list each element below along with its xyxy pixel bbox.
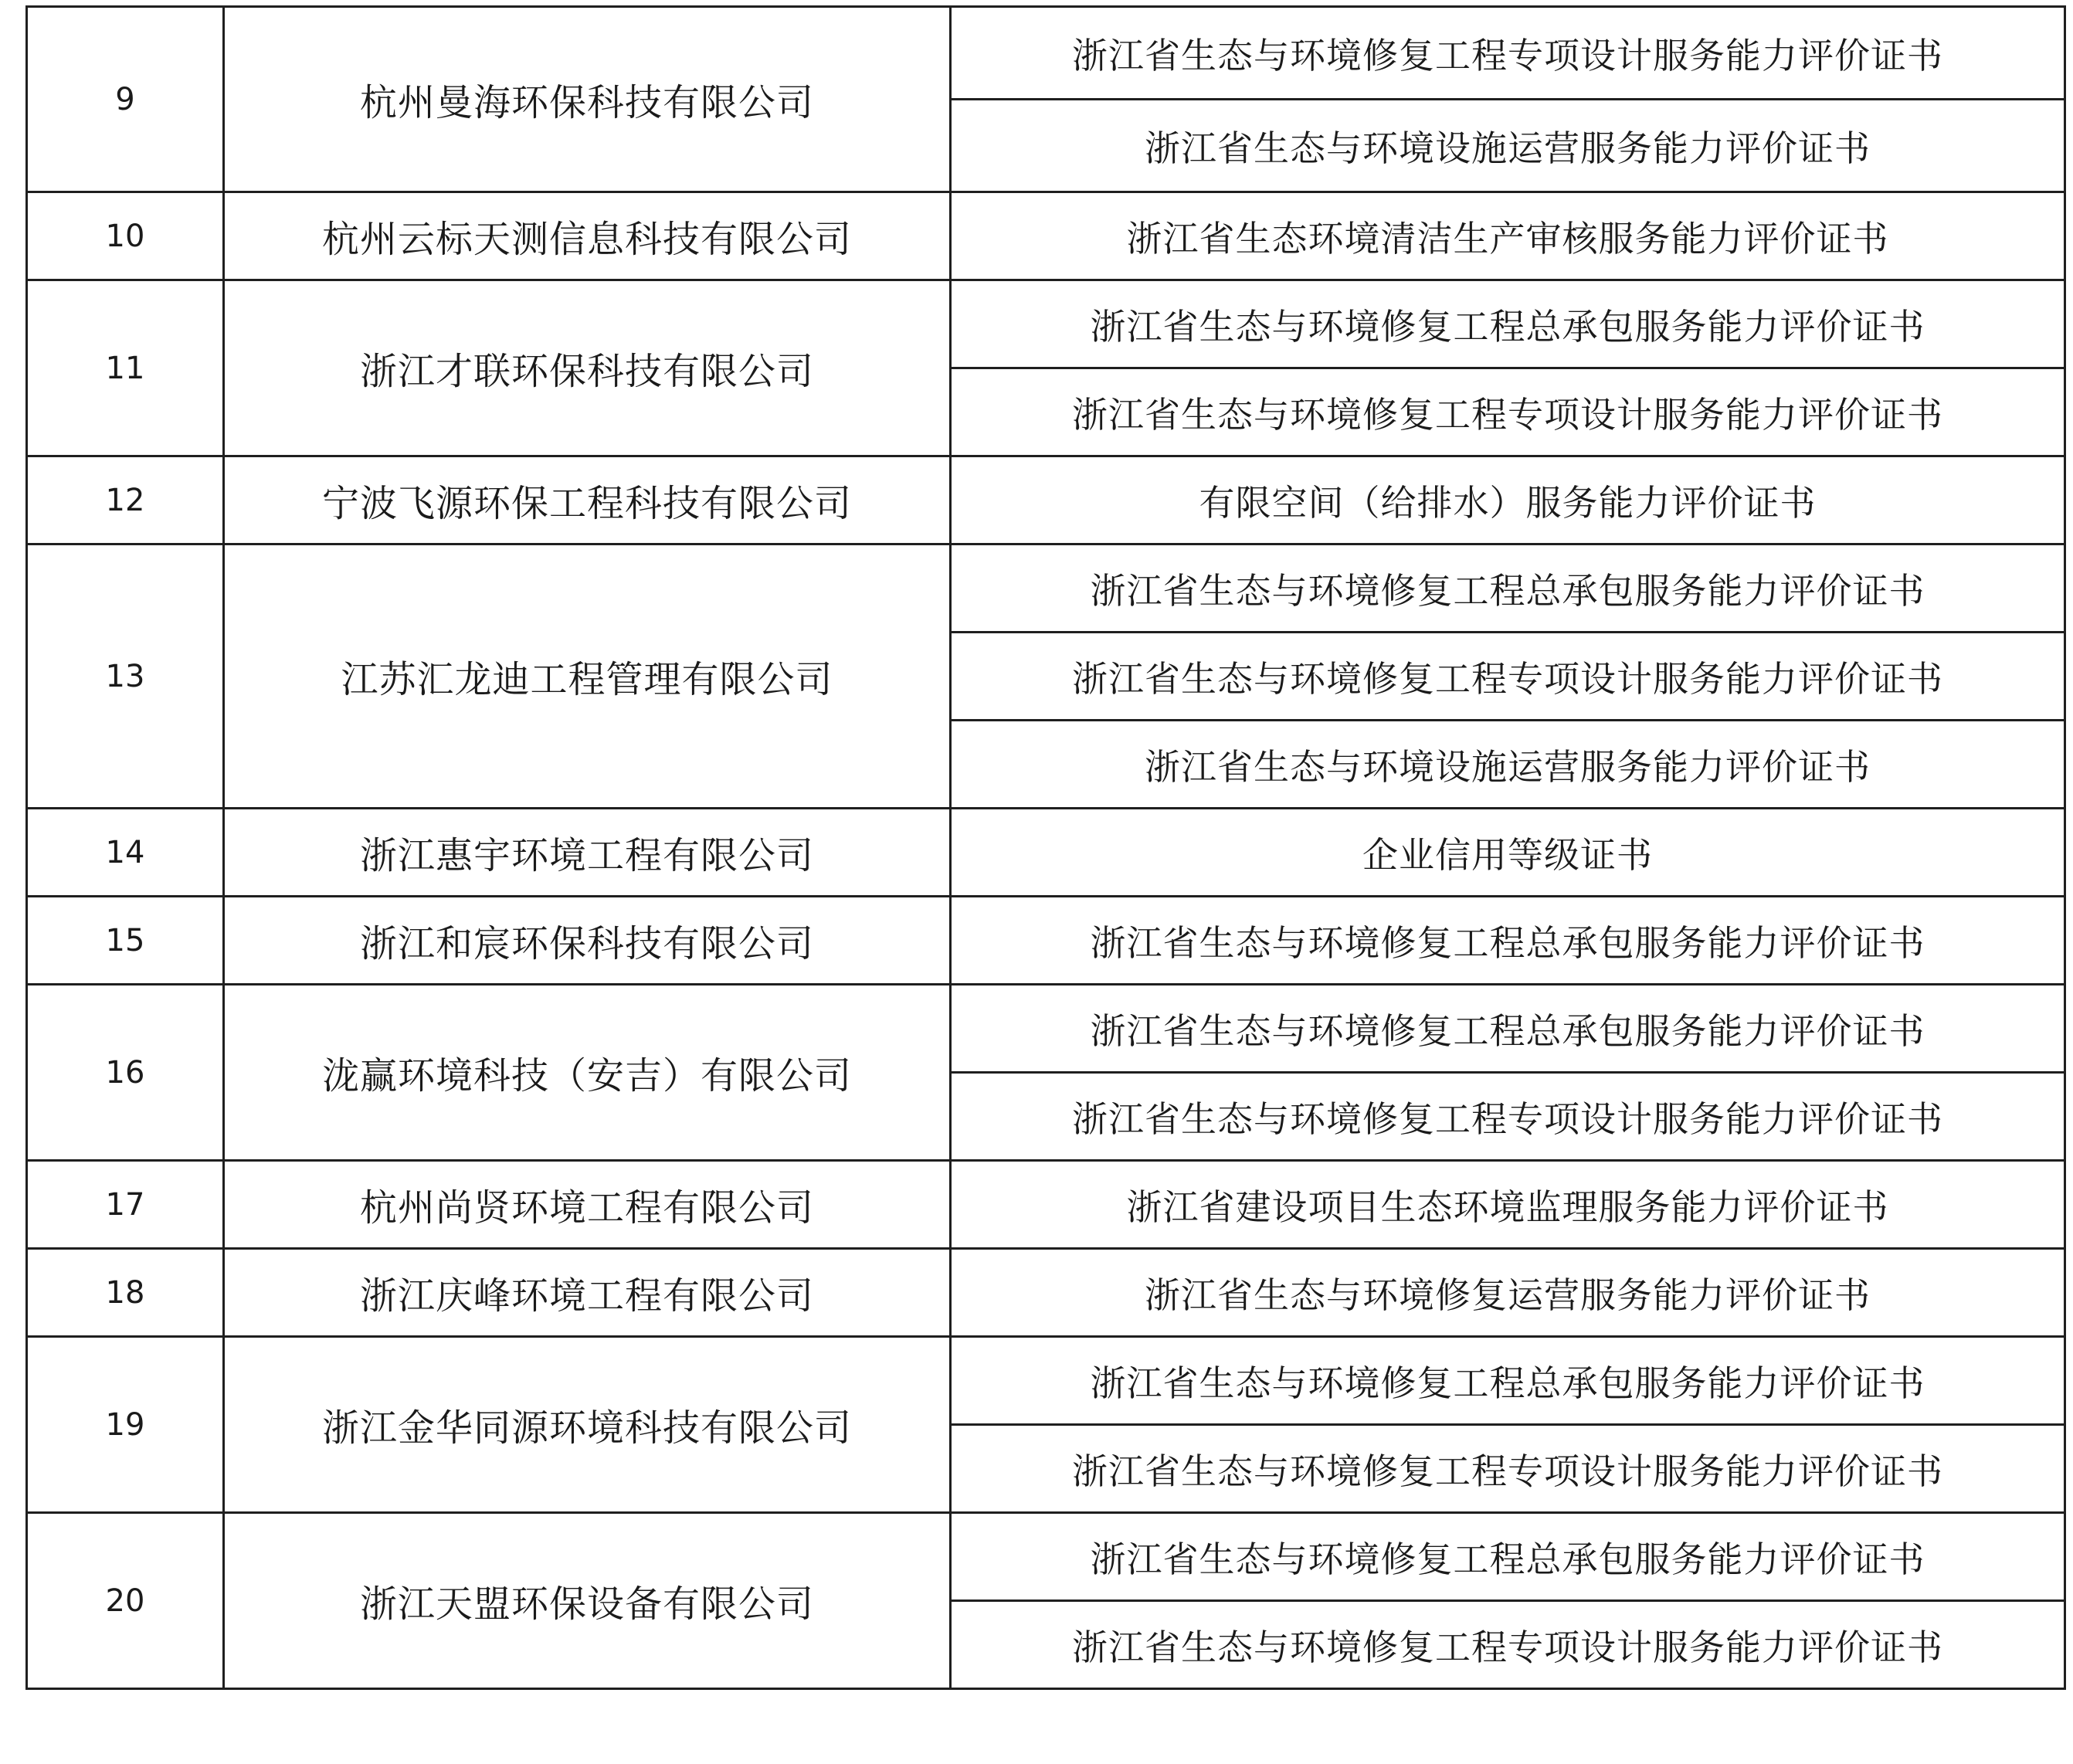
row-number: 16 <box>27 985 224 1161</box>
table-row <box>27 192 2065 280</box>
certificate-name: 浙江省生态与环境修复工程总承包服务能力评价证书 <box>951 897 2065 985</box>
table-row <box>27 1513 2065 1601</box>
table-row <box>27 7 2065 100</box>
row-number: 13 <box>27 544 224 809</box>
table-row <box>27 280 2065 368</box>
table-row <box>27 809 2065 897</box>
certificate-name: 浙江省生态与环境修复工程专项设计服务能力评价证书 <box>951 1073 2065 1161</box>
row-number: 17 <box>27 1161 224 1249</box>
certificate-name: 浙江省生态环境清洁生产审核服务能力评价证书 <box>951 192 2065 280</box>
certificate-name: 企业信用等级证书 <box>951 809 2065 897</box>
certificate-name: 浙江省生态与环境修复工程专项设计服务能力评价证书 <box>951 633 2065 721</box>
certificate-name: 浙江省生态与环境修复工程总承包服务能力评价证书 <box>951 544 2065 633</box>
certificate-name: 浙江省生态与环境修复工程专项设计服务能力评价证书 <box>951 1425 2065 1513</box>
row-number: 20 <box>27 1513 224 1689</box>
certificate-name: 有限空间（给排水）服务能力评价证书 <box>951 456 2065 544</box>
certificate-name: 浙江省建设项目生态环境监理服务能力评价证书 <box>951 1161 2065 1249</box>
certificate-name: 浙江省生态与环境设施运营服务能力评价证书 <box>951 721 2065 809</box>
certificate-name: 浙江省生态与环境修复工程专项设计服务能力评价证书 <box>951 368 2065 456</box>
company-name: 浙江金华同源环境科技有限公司 <box>224 1337 951 1513</box>
table-row <box>27 985 2065 1073</box>
table-row <box>27 456 2065 544</box>
company-name: 浙江天盟环保设备有限公司 <box>224 1513 951 1689</box>
table-row <box>27 1249 2065 1337</box>
row-number: 19 <box>27 1337 224 1513</box>
table-row <box>27 1161 2065 1249</box>
row-number: 18 <box>27 1249 224 1337</box>
company-name: 浙江庆峰环境工程有限公司 <box>224 1249 951 1337</box>
page-top-edge <box>0 0 2073 5</box>
row-number: 11 <box>27 280 224 456</box>
company-name: 江苏汇龙迪工程管理有限公司 <box>224 544 951 809</box>
certificate-name: 浙江省生态与环境修复工程专项设计服务能力评价证书 <box>951 1601 2065 1689</box>
row-number: 10 <box>27 192 224 280</box>
table-row <box>27 544 2065 633</box>
row-number: 9 <box>27 7 224 192</box>
certificate-name: 浙江省生态与环境修复工程总承包服务能力评价证书 <box>951 985 2065 1073</box>
row-number: 12 <box>27 456 224 544</box>
row-number: 15 <box>27 897 224 985</box>
certificate-table <box>25 5 2066 1690</box>
table-row <box>27 1337 2065 1425</box>
certificate-table-body <box>27 7 2065 1689</box>
company-name: 杭州云标天测信息科技有限公司 <box>224 192 951 280</box>
company-name: 杭州尚贤环境工程有限公司 <box>224 1161 951 1249</box>
company-name: 浙江惠宇环境工程有限公司 <box>224 809 951 897</box>
company-name: 浙江才联环保科技有限公司 <box>224 280 951 456</box>
certificate-name: 浙江省生态与环境修复工程专项设计服务能力评价证书 <box>951 7 2065 100</box>
certificate-name: 浙江省生态与环境修复工程总承包服务能力评价证书 <box>951 1337 2065 1425</box>
row-number: 14 <box>27 809 224 897</box>
certificate-name: 浙江省生态与环境修复工程总承包服务能力评价证书 <box>951 1513 2065 1601</box>
company-name: 杭州曼海环保科技有限公司 <box>224 7 951 192</box>
company-name: 泷赢环境科技（安吉）有限公司 <box>224 985 951 1161</box>
certificate-name: 浙江省生态与环境设施运营服务能力评价证书 <box>951 100 2065 192</box>
certificate-name: 浙江省生态与环境修复运营服务能力评价证书 <box>951 1249 2065 1337</box>
certificate-name: 浙江省生态与环境修复工程总承包服务能力评价证书 <box>951 280 2065 368</box>
company-name: 宁波飞源环保工程科技有限公司 <box>224 456 951 544</box>
company-name: 浙江和宸环保科技有限公司 <box>224 897 951 985</box>
table-row <box>27 897 2065 985</box>
